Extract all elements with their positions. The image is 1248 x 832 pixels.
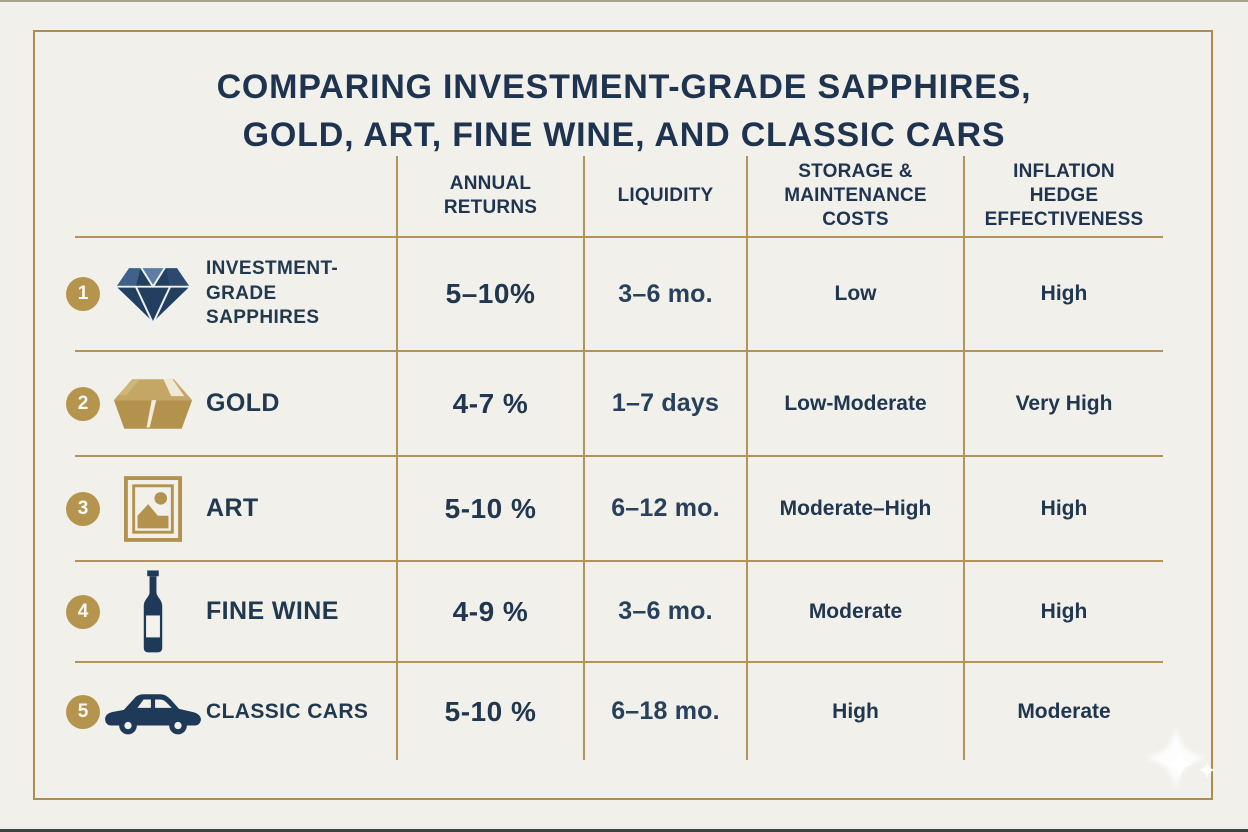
inflation-hedge-value: Moderate [1017, 699, 1111, 723]
inflation-hedge-value: Very High [965, 352, 1163, 457]
page-title [0, 63, 1248, 160]
column-header-label: LIQUIDITY [617, 184, 714, 206]
row-number-badge: 3 [66, 492, 100, 526]
annual-returns-value: 5–10% [398, 238, 585, 352]
storage-costs-value: High [748, 663, 965, 760]
classic-car-icon [100, 688, 206, 736]
inflation-hedge-value: High [965, 238, 1163, 352]
asset-label: FINE WINE [206, 597, 339, 626]
annual-returns-value: 5-10 % [398, 663, 585, 760]
table-row-gold-label-cell [75, 352, 398, 457]
column-header-annual-returns [398, 156, 585, 238]
liquidity-value: 1–7 days [585, 352, 748, 457]
annual-returns-value: 5-10 % [398, 457, 585, 562]
column-header-storage-costs [748, 156, 965, 238]
liquidity-value: 6–12 mo. [585, 457, 748, 562]
column-header-inflation-hedge [965, 156, 1163, 238]
inflation-hedge-value: High [965, 457, 1163, 562]
row-number-badge: 1 [66, 277, 100, 311]
table-row-fine-wine-label-cell [75, 562, 398, 663]
art-frame-icon [100, 476, 206, 542]
asset-label: GOLD [206, 389, 280, 418]
asset-label: ART [206, 494, 259, 523]
storage-costs-value: Low [748, 238, 965, 352]
comparison-table [75, 156, 1163, 760]
inflation-hedge-value: High [965, 562, 1163, 663]
storage-costs-value: Low-Moderate [748, 352, 965, 457]
table-row-art-label-cell [75, 457, 398, 562]
top-edge-strip [0, 0, 1248, 2]
asset-label: INVESTMENT-GRADE SAPPHIRES [206, 257, 339, 329]
title-line-2: GOLD, ART, FINE WINE, AND CLASSIC CARS [242, 116, 1006, 155]
asset-column-header [75, 156, 398, 238]
liquidity-value: 6–18 mo. [585, 663, 748, 760]
title-line-1: COMPARING INVESTMENT-GRADE SAPPHIRES, [216, 67, 1032, 106]
storage-costs-value: Moderate [748, 562, 965, 663]
table-row-sapphires-label-cell [75, 238, 398, 352]
row-number-badge: 4 [66, 595, 100, 629]
sapphire-icon [100, 261, 206, 327]
annual-returns-value: 4-7 % [398, 352, 585, 457]
annual-returns-value: 4-9 % [398, 562, 585, 663]
liquidity-value: 3–6 mo. [585, 238, 748, 352]
gold-bar-icon [100, 374, 206, 434]
wine-bottle-icon [100, 569, 206, 655]
table-row-classic-cars-label-cell [75, 663, 398, 760]
sparkle-icon [1140, 720, 1226, 808]
row-number-badge: 2 [66, 387, 100, 421]
column-header-label: ANNUAL RETURNS [443, 172, 538, 218]
column-header-liquidity [585, 156, 748, 238]
liquidity-value: 3–6 mo. [585, 562, 748, 663]
asset-label: CLASSIC CARS [206, 699, 369, 723]
column-header-label: STORAGE & MAINTENANCE COSTS [784, 160, 927, 231]
column-header-label: INFLATION HEDGE EFFECTIVENESS [984, 160, 1144, 231]
row-number-badge: 5 [66, 695, 100, 729]
storage-costs-value: Moderate–High [748, 457, 965, 562]
